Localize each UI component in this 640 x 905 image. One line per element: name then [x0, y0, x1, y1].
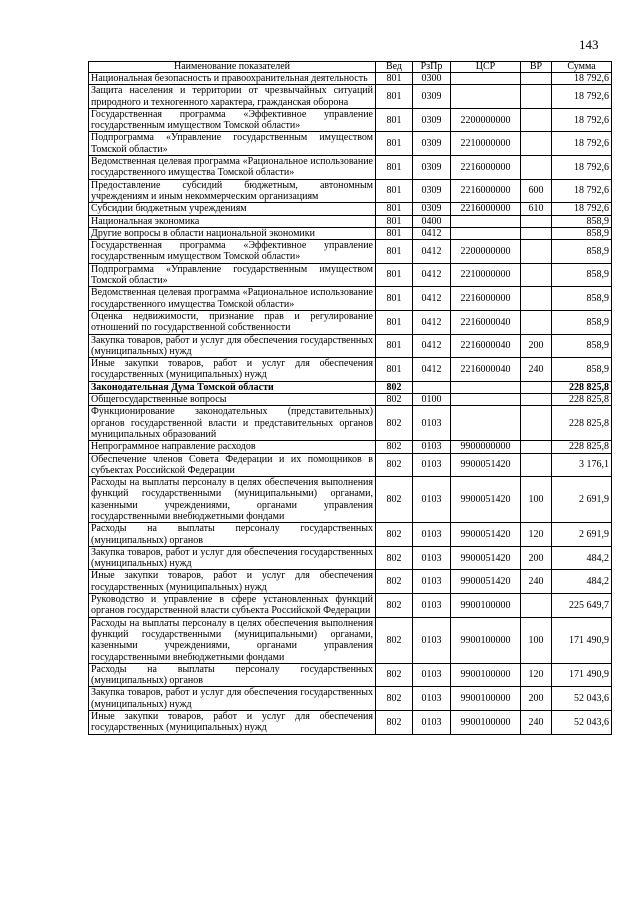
- table-row: [89, 711, 612, 735]
- cell-ved: 801: [376, 334, 413, 358]
- column-header-vr: ВР: [521, 62, 552, 73]
- cell-sum: 225 649,7: [552, 594, 612, 618]
- cell-ved: 802: [376, 406, 413, 441]
- cell-sum: 3 176,1: [552, 453, 612, 477]
- cell-sum: 18 792,6: [552, 156, 612, 180]
- cell-csr: [451, 227, 521, 239]
- cell-name: Другие вопросы в области национальной экономики: [89, 227, 376, 239]
- table-row: [89, 381, 612, 393]
- cell-name: Иные закупки товаров, работ и услуг для обеспечения государственных (муниципальных) нужд: [89, 711, 376, 735]
- cell-name: Государственная программа «Эффективное управление государственным имуществом Томской области»: [89, 240, 376, 264]
- table-row: [89, 240, 612, 264]
- page-number: 143: [579, 37, 599, 52]
- cell-csr: [451, 394, 521, 406]
- cell-vr: 200: [521, 687, 552, 711]
- cell-ved: 802: [376, 394, 413, 406]
- table-row: [89, 263, 612, 287]
- cell-sum: 858,9: [552, 240, 612, 264]
- cell-sum: 228 825,8: [552, 406, 612, 441]
- cell-ved: 801: [376, 85, 413, 109]
- cell-rzpr: 0412: [413, 334, 451, 358]
- cell-vr: 610: [521, 203, 552, 215]
- cell-rzpr: 0309: [413, 203, 451, 215]
- cell-csr: 9900100000: [451, 663, 521, 687]
- table-row: [89, 310, 612, 334]
- cell-vr: [521, 441, 552, 453]
- table-row: [89, 477, 612, 523]
- cell-name: Функционирование законодательных (представительных) органов государственной власти и представительных органов муниципальных образований: [89, 406, 376, 441]
- table-header-row: [89, 62, 612, 73]
- cell-sum: 52 043,6: [552, 711, 612, 735]
- cell-name: Ведомственная целевая программа «Рациональное использование государственного имущества Томской области»: [89, 287, 376, 311]
- cell-sum: 858,9: [552, 287, 612, 311]
- cell-sum: 228 825,8: [552, 394, 612, 406]
- cell-vr: 200: [521, 334, 552, 358]
- cell-ved: 801: [376, 215, 413, 227]
- cell-name: Национальная безопасность и правоохранительная деятельность: [89, 73, 376, 85]
- cell-csr: 9900000000: [451, 441, 521, 453]
- table-row: [89, 406, 612, 441]
- column-header-name: Наименование показателей: [89, 62, 376, 73]
- cell-rzpr: 0103: [413, 594, 451, 618]
- cell-vr: 100: [521, 477, 552, 523]
- cell-sum: 52 043,6: [552, 687, 612, 711]
- table-row: [89, 203, 612, 215]
- table-row: [89, 132, 612, 156]
- cell-vr: [521, 381, 552, 393]
- cell-csr: [451, 381, 521, 393]
- cell-name: Национальная экономика: [89, 215, 376, 227]
- cell-name: Законодательная Дума Томской области: [89, 381, 376, 393]
- cell-ved: 801: [376, 203, 413, 215]
- cell-name: Предоставление субсидий бюджетным, автономным учреждениям и иным некоммерческим организациям: [89, 179, 376, 203]
- cell-rzpr: 0103: [413, 453, 451, 477]
- cell-vr: [521, 263, 552, 287]
- cell-name: Субсидии бюджетным учреждениям: [89, 203, 376, 215]
- cell-name: Расходы на выплаты персоналу в целях обеспечения выполнения функций государственными (муниципальными) органами, казенными учреждениями, органами управления государственными внебюджетными фондами: [89, 477, 376, 523]
- cell-csr: 2216000040: [451, 334, 521, 358]
- cell-vr: 120: [521, 663, 552, 687]
- table-row: [89, 179, 612, 203]
- cell-csr: 2216000000: [451, 156, 521, 180]
- cell-rzpr: 0300: [413, 73, 451, 85]
- cell-csr: 2216000000: [451, 179, 521, 203]
- cell-csr: 2216000040: [451, 358, 521, 382]
- table-row: [89, 441, 612, 453]
- cell-ved: 802: [376, 663, 413, 687]
- cell-ved: 802: [376, 477, 413, 523]
- table-row: [89, 523, 612, 547]
- cell-name: Общегосударственные вопросы: [89, 394, 376, 406]
- cell-vr: [521, 406, 552, 441]
- cell-csr: 2210000000: [451, 132, 521, 156]
- cell-ved: 802: [376, 570, 413, 594]
- cell-name: Государственная программа «Эффективное управление государственным имуществом Томской области»: [89, 108, 376, 132]
- cell-ved: 802: [376, 441, 413, 453]
- cell-name: Ведомственная целевая программа «Рациональное использование государственного имущества Томской области»: [89, 156, 376, 180]
- cell-rzpr: 0412: [413, 310, 451, 334]
- cell-csr: 9900100000: [451, 711, 521, 735]
- cell-rzpr: 0412: [413, 358, 451, 382]
- cell-name: Расходы на выплаты персоналу государственных (муниципальных) органов: [89, 663, 376, 687]
- table-row: [89, 570, 612, 594]
- cell-ved: 801: [376, 263, 413, 287]
- cell-csr: [451, 406, 521, 441]
- column-header-csr: ЦСР: [451, 62, 521, 73]
- cell-vr: 600: [521, 179, 552, 203]
- cell-rzpr: 0103: [413, 711, 451, 735]
- cell-sum: 484,2: [552, 546, 612, 570]
- cell-sum: 858,9: [552, 334, 612, 358]
- cell-sum: 18 792,6: [552, 179, 612, 203]
- cell-rzpr: [413, 381, 451, 393]
- cell-csr: 9900051420: [451, 570, 521, 594]
- cell-name: Подпрограмма «Управление государственным имуществом Томской области»: [89, 263, 376, 287]
- cell-vr: [521, 227, 552, 239]
- cell-csr: [451, 215, 521, 227]
- cell-ved: 802: [376, 687, 413, 711]
- cell-sum: 858,9: [552, 310, 612, 334]
- cell-csr: [451, 85, 521, 109]
- table-row: [89, 617, 612, 663]
- cell-sum: 228 825,8: [552, 441, 612, 453]
- cell-sum: 858,9: [552, 215, 612, 227]
- cell-ved: 802: [376, 381, 413, 393]
- cell-name: Руководство и управление в сфере установленных функций органов государственной власти субъекта Российской Федерации: [89, 594, 376, 618]
- cell-vr: 200: [521, 546, 552, 570]
- cell-name: Непрограммное направление расходов: [89, 441, 376, 453]
- cell-sum: 2 691,9: [552, 477, 612, 523]
- cell-rzpr: 0400: [413, 215, 451, 227]
- cell-rzpr: 0309: [413, 156, 451, 180]
- cell-vr: [521, 594, 552, 618]
- cell-sum: 18 792,6: [552, 203, 612, 215]
- cell-ved: 801: [376, 108, 413, 132]
- cell-vr: 240: [521, 570, 552, 594]
- cell-sum: 18 792,6: [552, 73, 612, 85]
- cell-csr: 9900051420: [451, 546, 521, 570]
- cell-rzpr: 0412: [413, 263, 451, 287]
- cell-name: Обеспечение членов Совета Федерации и их помощников в субъектах Российской Федерации: [89, 453, 376, 477]
- cell-csr: 9900100000: [451, 594, 521, 618]
- cell-csr: 9900100000: [451, 687, 521, 711]
- table-row: [89, 227, 612, 239]
- cell-sum: 18 792,6: [552, 108, 612, 132]
- table-row: [89, 687, 612, 711]
- cell-name: Расходы на выплаты персоналу государственных (муниципальных) органов: [89, 523, 376, 547]
- cell-sum: 858,9: [552, 263, 612, 287]
- cell-rzpr: 0103: [413, 477, 451, 523]
- cell-ved: 801: [376, 358, 413, 382]
- table-row: [89, 85, 612, 109]
- cell-rzpr: 0100: [413, 394, 451, 406]
- cell-rzpr: 0103: [413, 687, 451, 711]
- cell-rzpr: 0309: [413, 132, 451, 156]
- cell-vr: [521, 287, 552, 311]
- table-row: [89, 156, 612, 180]
- cell-rzpr: 0412: [413, 227, 451, 239]
- table-row: [89, 594, 612, 618]
- cell-ved: 802: [376, 523, 413, 547]
- cell-vr: 120: [521, 523, 552, 547]
- table-row: [89, 358, 612, 382]
- cell-sum: 18 792,6: [552, 132, 612, 156]
- cell-rzpr: 0309: [413, 179, 451, 203]
- cell-rzpr: 0103: [413, 617, 451, 663]
- cell-ved: 801: [376, 287, 413, 311]
- cell-sum: 171 490,9: [552, 663, 612, 687]
- table-row: [89, 663, 612, 687]
- cell-ved: 801: [376, 310, 413, 334]
- cell-vr: [521, 132, 552, 156]
- cell-csr: 2216000000: [451, 287, 521, 311]
- cell-sum: 484,2: [552, 570, 612, 594]
- table-body: [89, 73, 612, 735]
- cell-csr: 9900051420: [451, 453, 521, 477]
- cell-csr: 9900051420: [451, 523, 521, 547]
- cell-name: Закупка товаров, работ и услуг для обеспечения государственных (муниципальных) нужд: [89, 334, 376, 358]
- cell-ved: 802: [376, 546, 413, 570]
- cell-rzpr: 0103: [413, 570, 451, 594]
- cell-vr: 240: [521, 358, 552, 382]
- cell-name: Иные закупки товаров, работ и услуг для обеспечения государственных (муниципальных) нужд: [89, 358, 376, 382]
- cell-rzpr: 0103: [413, 441, 451, 453]
- cell-vr: [521, 73, 552, 85]
- cell-name: Закупка товаров, работ и услуг для обеспечения государственных (муниципальных) нужд: [89, 546, 376, 570]
- cell-name: Расходы на выплаты персоналу в целях обеспечения выполнения функций государственными (муниципальными) органами, казенными учреждениями, органами управления государственными внебюджетными фондами: [89, 617, 376, 663]
- cell-ved: 802: [376, 594, 413, 618]
- column-header-ved: Вед: [376, 62, 413, 73]
- cell-rzpr: 0103: [413, 406, 451, 441]
- cell-csr: 2216000040: [451, 310, 521, 334]
- cell-vr: [521, 310, 552, 334]
- cell-ved: 802: [376, 617, 413, 663]
- cell-vr: 240: [521, 711, 552, 735]
- cell-rzpr: 0103: [413, 546, 451, 570]
- table-row: [89, 108, 612, 132]
- cell-rzpr: 0309: [413, 108, 451, 132]
- budget-table: [88, 61, 612, 735]
- cell-vr: [521, 85, 552, 109]
- cell-name: Подпрограмма «Управление государственным имуществом Томской области»: [89, 132, 376, 156]
- cell-rzpr: 0412: [413, 240, 451, 264]
- cell-ved: 801: [376, 240, 413, 264]
- cell-vr: 100: [521, 617, 552, 663]
- cell-csr: 2210000000: [451, 263, 521, 287]
- cell-name: Защита населения и территории от чрезвычайных ситуаций природного и техногенного характера, гражданская оборона: [89, 85, 376, 109]
- cell-ved: 801: [376, 132, 413, 156]
- cell-rzpr: 0103: [413, 523, 451, 547]
- cell-rzpr: 0309: [413, 85, 451, 109]
- cell-sum: 18 792,6: [552, 85, 612, 109]
- cell-name: Оценка недвижимости, признание прав и регулирование отношений по государственной собственности: [89, 310, 376, 334]
- table-row: [89, 334, 612, 358]
- table-row: [89, 215, 612, 227]
- cell-vr: [521, 394, 552, 406]
- table-row: [89, 394, 612, 406]
- cell-csr: 2216000000: [451, 203, 521, 215]
- cell-ved: 802: [376, 453, 413, 477]
- cell-csr: 2200000000: [451, 108, 521, 132]
- cell-name: Закупка товаров, работ и услуг для обеспечения государственных (муниципальных) нужд: [89, 687, 376, 711]
- cell-sum: 2 691,9: [552, 523, 612, 547]
- cell-vr: [521, 156, 552, 180]
- cell-name: Иные закупки товаров, работ и услуг для обеспечения государственных (муниципальных) нужд: [89, 570, 376, 594]
- cell-vr: [521, 453, 552, 477]
- cell-sum: 228 825,8: [552, 381, 612, 393]
- cell-sum: 858,9: [552, 227, 612, 239]
- cell-csr: 2200000000: [451, 240, 521, 264]
- cell-csr: 9900051420: [451, 477, 521, 523]
- cell-ved: 801: [376, 179, 413, 203]
- cell-vr: [521, 108, 552, 132]
- cell-rzpr: 0103: [413, 663, 451, 687]
- table-row: [89, 73, 612, 85]
- cell-rzpr: 0412: [413, 287, 451, 311]
- cell-sum: 858,9: [552, 358, 612, 382]
- cell-sum: 171 490,9: [552, 617, 612, 663]
- column-header-sum: Сумма: [552, 62, 612, 73]
- cell-ved: 801: [376, 156, 413, 180]
- table-row: [89, 287, 612, 311]
- cell-csr: 9900100000: [451, 617, 521, 663]
- cell-ved: 801: [376, 73, 413, 85]
- cell-ved: 802: [376, 711, 413, 735]
- cell-csr: [451, 73, 521, 85]
- column-header-rzpr: РзПр: [413, 62, 451, 73]
- cell-ved: 801: [376, 227, 413, 239]
- table-row: [89, 546, 612, 570]
- table-row: [89, 453, 612, 477]
- cell-vr: [521, 240, 552, 264]
- cell-vr: [521, 215, 552, 227]
